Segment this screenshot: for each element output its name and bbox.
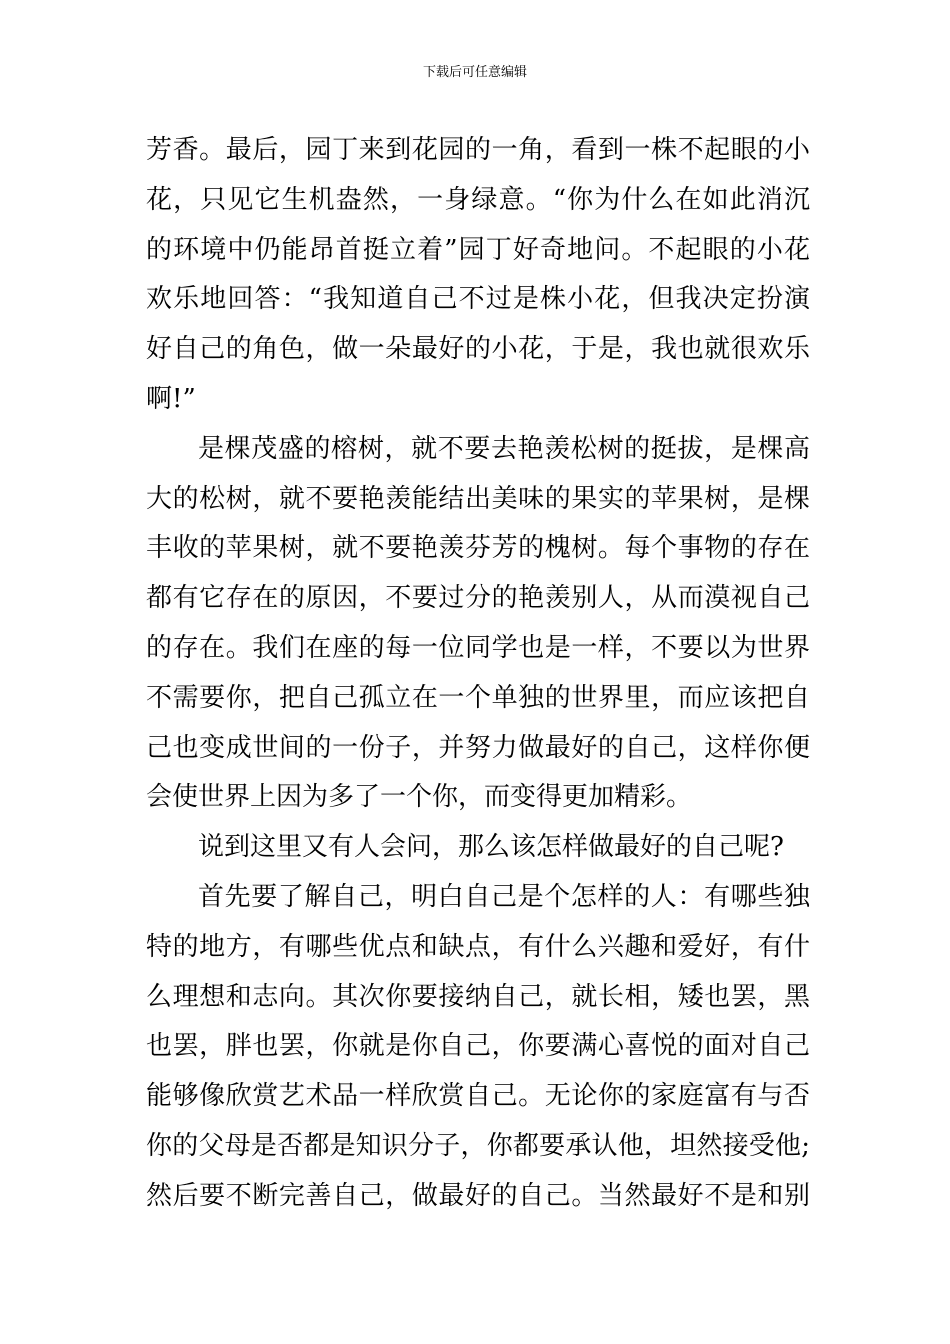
- text-line: 芳香。最后，园丁来到花园的一角，看到一株不起眼的小: [146, 135, 810, 165]
- text-line: 首先要了解自己，明白自己是个怎样的人：有哪些独: [198, 881, 810, 912]
- page-header: 下载后可任意编辑: [422, 65, 527, 80]
- text-line: 也罢，胖也罢，你就是你自己，你要满心喜悦的面对自己: [146, 1031, 810, 1062]
- text-line: 的存在。我们在座的每一位同学也是一样，不要以为世界: [146, 632, 810, 663]
- text-line: 花，只见它生机盎然，一身绿意。“你为什么在如此消沉: [146, 184, 810, 215]
- text-line: 不需要你，把自己孤立在一个单独的世界里，而应该把自: [146, 682, 810, 713]
- text-line: 丰收的苹果树，就不要艳羡芬芳的槐树。每个事物的存在: [146, 533, 810, 564]
- text-line: 是棵茂盛的榕树，就不要去艳羡松树的挺拔，是棵高: [198, 433, 810, 464]
- text-line: 啊!”: [146, 383, 196, 414]
- text-line: 能够像欣赏艺术品一样欣赏自己。无论你的家庭富有与否: [146, 1081, 810, 1112]
- text-line: 好自己的角色，做一朵最好的小花，于是，我也就很欢乐: [146, 334, 810, 365]
- text-line: 么理想和志向。其次你要接纳自己，就长相，矮也罢，黑: [146, 981, 810, 1012]
- text-line: 都有它存在的原因，不要过分的艳羡别人，从而漠视自己: [146, 583, 810, 614]
- text-line: 欢乐地回答：“我知道自己不过是株小花，但我决定扮演: [146, 284, 810, 315]
- text-line: 己也变成世间的一份子，并努力做最好的自己，这样你便: [146, 732, 810, 763]
- text-line: 你的父母是否都是知识分子，你都要承认他，坦然接受他;: [146, 1130, 810, 1161]
- text-line: 特的地方，有哪些优点和缺点，有什么兴趣和爱好，有什: [146, 931, 810, 962]
- text-line: 大的松树，就不要艳羡能结出美味的果实的苹果树，是棵: [146, 483, 810, 514]
- text-line: 的环境中仍能昂首挺立着”园丁好奇地问。不起眼的小花: [146, 234, 810, 265]
- body-text: [146, 126, 810, 1222]
- text-line: 会使世界上因为多了一个你，而变得更加精彩。: [146, 782, 693, 813]
- text-line: 说到这里又有人会问，那么该怎样做最好的自己呢?: [198, 832, 784, 863]
- text-line: 然后要不断完善自己，做最好的自己。当然最好不是和别: [146, 1180, 810, 1211]
